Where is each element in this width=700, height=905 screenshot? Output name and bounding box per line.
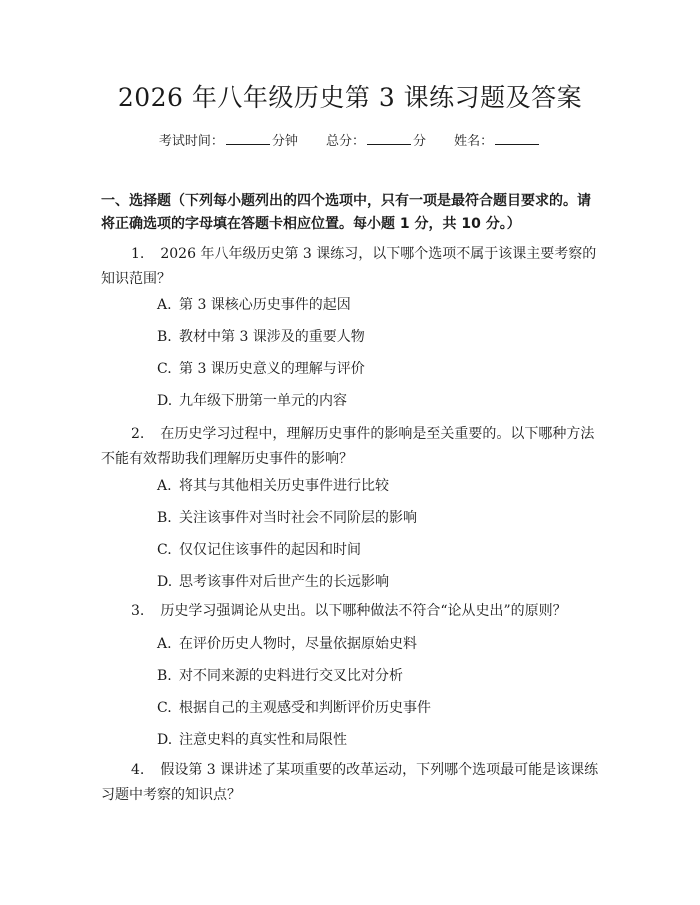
question-2-option-b[interactable]	[157, 508, 597, 528]
total-score-field	[326, 131, 426, 151]
question-3-option-a[interactable]	[157, 634, 597, 654]
question-2	[101, 422, 601, 472]
question-1-option-a[interactable]	[157, 295, 597, 315]
option-letter: D.	[157, 393, 173, 409]
question-text: 在历史学习过程中，理解历史事件的影响是至关重要的。以下哪种方法不能有效帮助我们理解历史事件的影响？	[101, 426, 595, 467]
total-score-unit: 分	[413, 134, 427, 149]
option-letter: B.	[157, 329, 172, 345]
question-2-option-c[interactable]	[157, 540, 597, 560]
option-text: 在评价历史人物时，尽量依据原始史料	[179, 636, 417, 652]
question-2-option-d[interactable]	[157, 572, 597, 592]
option-text: 对不同来源的史料进行交叉比对分析	[179, 668, 403, 684]
question-1-option-b[interactable]	[157, 327, 597, 347]
option-text: 九年级下册第一单元的内容	[179, 393, 347, 409]
exam-time-label: 考试时间：	[158, 134, 224, 149]
option-text: 注意史料的真实性和局限性	[179, 732, 347, 748]
question-3-option-d[interactable]	[157, 730, 597, 750]
question-number: 2.	[131, 426, 145, 442]
option-text: 仅仅记住该事件的起因和时间	[179, 542, 361, 558]
option-text: 教材中第 3 课涉及的重要人物	[179, 329, 365, 345]
exam-meta-line	[0, 131, 700, 151]
option-letter: D.	[157, 574, 173, 590]
option-letter: A.	[157, 636, 172, 652]
question-3-option-c[interactable]	[157, 698, 597, 718]
question-1	[101, 242, 601, 292]
option-letter: B.	[157, 668, 172, 684]
page-title: 2026 年八年级历史第 3 课练习题及答案	[117, 83, 583, 112]
question-4	[101, 758, 601, 808]
option-letter: C.	[157, 700, 172, 716]
question-1-option-c[interactable]	[157, 359, 597, 379]
section-heading: 一、选择题（下列每小题列出的四个选项中，只有一项是最符合题目要求的。请将正确选项的字母填在答题卡相应位置。每小题 1 分，共 10 分。）	[101, 193, 591, 232]
option-text: 根据自己的主观感受和判断评价历史事件	[179, 700, 431, 716]
option-text: 思考该事件对后世产生的长远影响	[179, 574, 389, 590]
student-name-field	[454, 131, 541, 151]
option-letter: C.	[157, 361, 172, 377]
student-name-label: 姓名：	[454, 134, 494, 149]
question-1-option-d[interactable]	[157, 391, 597, 411]
question-3-option-b[interactable]	[157, 666, 597, 686]
question-text: 2026 年八年级历史第 3 课练习，以下哪个选项不属于该课主要考察的知识范围？	[101, 246, 597, 287]
option-letter: A.	[157, 297, 172, 313]
question-number: 1.	[131, 246, 145, 262]
option-text: 关注该事件对当时社会不同阶层的影响	[179, 510, 417, 526]
option-text: 第 3 课核心历史事件的起因	[179, 297, 351, 313]
question-2-option-a[interactable]	[157, 476, 597, 496]
exam-time-blank[interactable]	[226, 131, 270, 145]
question-3	[101, 599, 601, 624]
option-letter: D.	[157, 732, 173, 748]
total-score-label: 总分：	[325, 134, 365, 149]
question-number: 3.	[131, 603, 145, 619]
exam-time-unit: 分钟	[271, 134, 298, 149]
option-letter: A.	[157, 478, 172, 494]
option-text: 第 3 课历史意义的理解与评价	[179, 361, 365, 377]
question-text: 历史学习强调论从史出。以下哪种做法不符合“论从史出”的原则？	[160, 603, 567, 619]
total-score-blank[interactable]	[367, 131, 411, 145]
exam-time-field	[159, 131, 298, 151]
option-letter: B.	[157, 510, 172, 526]
option-text: 将其与其他相关历史事件进行比较	[179, 478, 389, 494]
question-text: 假设第 3 课讲述了某项重要的改革运动，下列哪个选项最可能是该课练习题中考察的知识点？	[101, 762, 599, 803]
student-name-blank[interactable]	[495, 131, 539, 145]
question-number: 4.	[131, 762, 145, 778]
option-letter: C.	[157, 542, 172, 558]
